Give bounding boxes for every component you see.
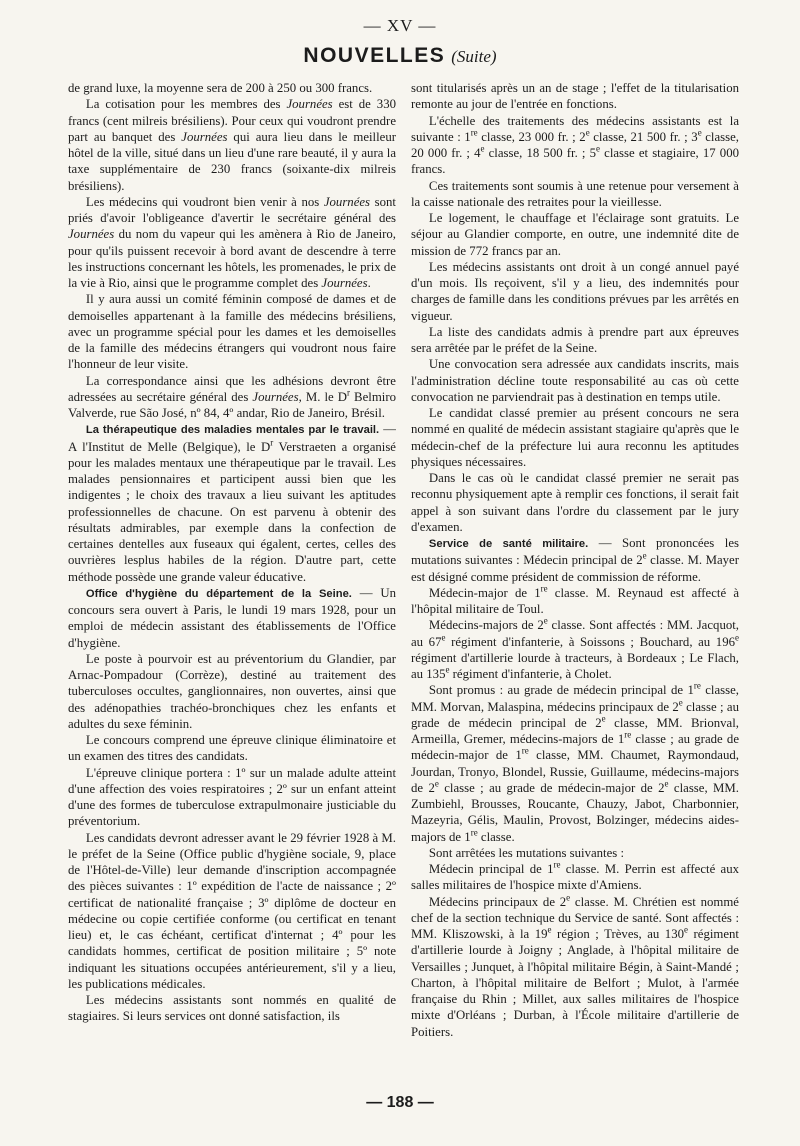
paragraph: La correspondance ainsi que les adhésions devront être adressées au secrétaire général des Journées, M. le $D^r$ Belmiro Valverde, rue São José, nº 84, 4º andar, Rio de Janeiro, Brésil. (68, 373, 396, 420)
news-item-military-health: Service de santé militaire. — Sont prononcées les mutations suivantes : Médecin principal de 2e classe. M. Mayer est désigné comme président de commission de réforme. (411, 536, 739, 584)
paragraph: Le poste à pourvoir est au préventorium du Glandier, par Arnac-Pompadour (Corrèze), destiné au traitement des tuberculoses occultes, ganglionnaires, non ouvertes, ainsi que des adénopathies trachéo-bronchiques chez les enfants et adultes du sexe féminin. (68, 651, 396, 731)
paragraph: Ces traitements sont soumis à une retenue pour versement à la caisse nationale des retraites pour la vieillesse. (411, 178, 739, 209)
news-heading: Service de santé militaire. (428, 538, 589, 550)
news-heading: La thérapeutique des maladies mentales par le travail. (85, 424, 380, 437)
section-heading (0, 44, 800, 68)
left-column (68, 80, 396, 1085)
paragraph: Sont arrêtées les mutations suivantes : (428, 845, 625, 860)
page-number: — 188 — (366, 1094, 434, 1111)
section-title: NOUVELLES (303, 44, 446, 67)
paragraph: Médecin principal de 1re classe. M. Perrin est affecté aux salles militaires de l'hospice mixte d'Amiens. (411, 859, 739, 893)
paragraph: Il y aura aussi un comité féminin composé de dames et de demoiselles appartenant à la famille des médecins brésiliens, avec un programme spécial pour les dames et les demoiselles de la famille des médecins étrangers qui voudront nous faire l'honneur de leur visite. (68, 292, 396, 372)
paragraph: Le concours comprend une épreuve clinique éliminatoire et un examen des titres des candidats. (68, 733, 396, 764)
roman-page-number: — XV — (363, 16, 437, 35)
paragraph: La cotisation pour les membres des Journées est de 330 francs (cent milreis brésiliens). Pour ceux qui voudront prendre part au banquet des Journées qui aura lieu dans le meilleur hôtel de la ville, situé dans un lieu d'une rare beauté, il y aura la taxe supplémentaire de 230 francs (soixante-dix milreis brésiliens). (68, 97, 396, 193)
paragraph: Une convocation sera adressée aux candidats inscrits, mais l'administration décline toute responsabilité au cas où cette convocation ne parviendrait pas à destination en temps utile. (411, 357, 739, 404)
paragraph: Les médecins qui voudront bien venir à nos Journées sont priés d'avoir l'obligeance d'avertir le secrétaire général des Journées du nom du vapeur qui les amènera à Rio de Janeiro, pour qu'ils puissent recevoir à bord avant de descendre à terre les instructions concernant les hôtels, les promenades, le prix de la vie à Rio, ainsi que le programme complet des Journées. (68, 194, 396, 290)
section-subtitle: (Suite) (451, 47, 497, 66)
paragraph: Les candidats devront adresser avant le 29 février 1928 à M. le préfet de la Seine (Office public d'hygiène sociale, 9, place de l'Hôtel-de-Ville) leur demande d'inscription accompagnée des pièces suivantes : 1º expédition de l'acte de naissance ; 2º certificat de nationalité française ; 3º diplôme de docteur en médecine ou copie certifiée conforme (ou certificat en tenant lieu) et, le cas échéant, certificat d'internat ; 4º pour les candidats hommes, certificat de position militaire ; 5º note indiquant les situations occupées antérieurement, s'il y a lieu, les publications médicales. (68, 830, 396, 991)
paragraph: L'épreuve clinique portera : 1º sur un malade adulte atteint d'une affection des voies respiratoires ; 2º sur un enfant atteint d'une des formes de tuberculose extrapulmonaire justiciable du préventorium. (68, 765, 396, 829)
news-item-therapy: La thérapeutique des maladies mentales par le travail. — A l'Institut de Melle (Belgique), le $D^r$ Verstraeten a organisé pour les malades mentaux une thérapeutique par le travail. Les malades pensionnaires et participent aussi bien que les indigentes ; le choix des travaux a lieu suivant les aptitudes professionnelles de chacune. On est parvenu à obtenir des résultats admirables, par exemple dans la confection de certaines dentelles aux fuseaux qui égalent, certes, celles des ouvrières lesplus habiles de la région. D'autre part, cette méthode possède une grande valeur éducative. (68, 422, 396, 584)
news-item-hygiene: Office d'hygiène du département de la Seine. — Un concours sera ouvert à Paris, le lundi 19 mars 1928, pour un emploi de médecin assistant des établissements de l'Office d'hygiène. (68, 585, 396, 650)
paragraph: Le candidat classé premier au présent concours ne sera nommé en qualité de médecin assistant stagiaire qu'après que le médecin-chef de la préfecture lui aura reconnu les aptitudes physiques nécessaires. (411, 406, 739, 469)
paragraph: Médecins principaux de 2e classe. M. Chrétien est nommé chef de la section technique du Service de santé. Sont affectés : MM. Kliszowski, à la 19e région ; Trèves, au 130e régiment d'artillerie lourde à Joigny ; Anglade, à l'hôpital militaire de Versailles ; Junquet, à l'hôpital militaire Bégin, à Saint-Mandé ; Charton, à l'hôpital militaire de Belfort ; Mulot, à l'armée française du Rhin ; Millet, aux salles militaires de l'hospice mixte d'Orléans ; Durban, à l'École militaire d'artillerie de Poitiers. (411, 892, 739, 1039)
paragraph: L'échelle des traitements des médecins assistants est la suivante : 1re classe, 23 000 fr. ; 2e classe, 21 500 fr. ; 3e classe, 20 000 fr. ; 4e classe, 18 500 fr. ; 5e classe et stagiaire, 17 000 francs. (411, 113, 739, 177)
paragraph: Médecins-majors de 2e classe. Sont affectés : MM. Jacquot, au 67e régiment d'infanterie, à Soissons ; Bouchard, au 196e régiment d'artillerie lourde à tracteurs, à Bordeaux ; Le Flach, au 135e régiment d'infanterie, à Cholet. (411, 615, 739, 681)
paragraph: La liste des candidats admis à prendre part aux épreuves sera arrêtée par le préfet de la Seine. (411, 324, 739, 355)
paragraph: Les médecins assistants ont droit à un congé annuel payé d'un mois. Ils reçoivent, s'il y a lieu, des indemnités pour charges de famille dans les conditions prévues par les arrêtés en vigueur. (411, 259, 739, 323)
paragraph: Le logement, le chauffage et l'éclairage sont gratuits. Le séjour au Glandier comporte, en outre, une indemnité dite de mission de 772 francs par an. (411, 211, 739, 258)
paragraph: de grand luxe, la moyenne sera de 200 à 250 ou 300 francs. (68, 81, 373, 95)
paragraph: sont titularisés après un an de stage ; l'effet de la titularisation remonte au jour de l'entrée en fonctions. (411, 81, 739, 112)
paragraph: Les médecins assistants sont nommés en qualité de stagiaires. Si leurs services ont donné satisfaction, ils (68, 993, 396, 1024)
news-heading: Office d'hygiène du département de la Seine. (85, 587, 352, 600)
paragraph: Sont promus : au grade de médecin principal de 1re classe, MM. Morvan, Malaspina, médecins principaux de 2e classe ; au grade de médecin principal de 2e classe, MM. Brionval, Armeilla, Gremer, médecins-majors de 1re classe ; au grade de médecin-major de 1re classe, MM. Chaumet, Raymondaud, Jourdan, Tronyo, Blondel, Russie, Guillaume, médecins-majors de 2e classe ; au grade de médecin-major de 2e classe, MM. Zumbiehl, Brousses, Roucante, Chauzy, Jabot, Charbonnier, Mazeyria, Gélis, Maulin, Provost, Bolzinger, médecins aides-majors de 1re classe. (411, 680, 739, 844)
paragraph: Médecin-major de 1re classe. M. Reynaud est affecté à l'hôpital militaire de Toul. (411, 583, 739, 616)
right-column (411, 80, 739, 1085)
paragraph: Dans le cas où le candidat classé premier ne serait pas reconnu physiquement apte à remplir ces fonctions, il serait fait appel à son suivant dans l'ordre du classement par le jury d'examen. (411, 471, 739, 534)
